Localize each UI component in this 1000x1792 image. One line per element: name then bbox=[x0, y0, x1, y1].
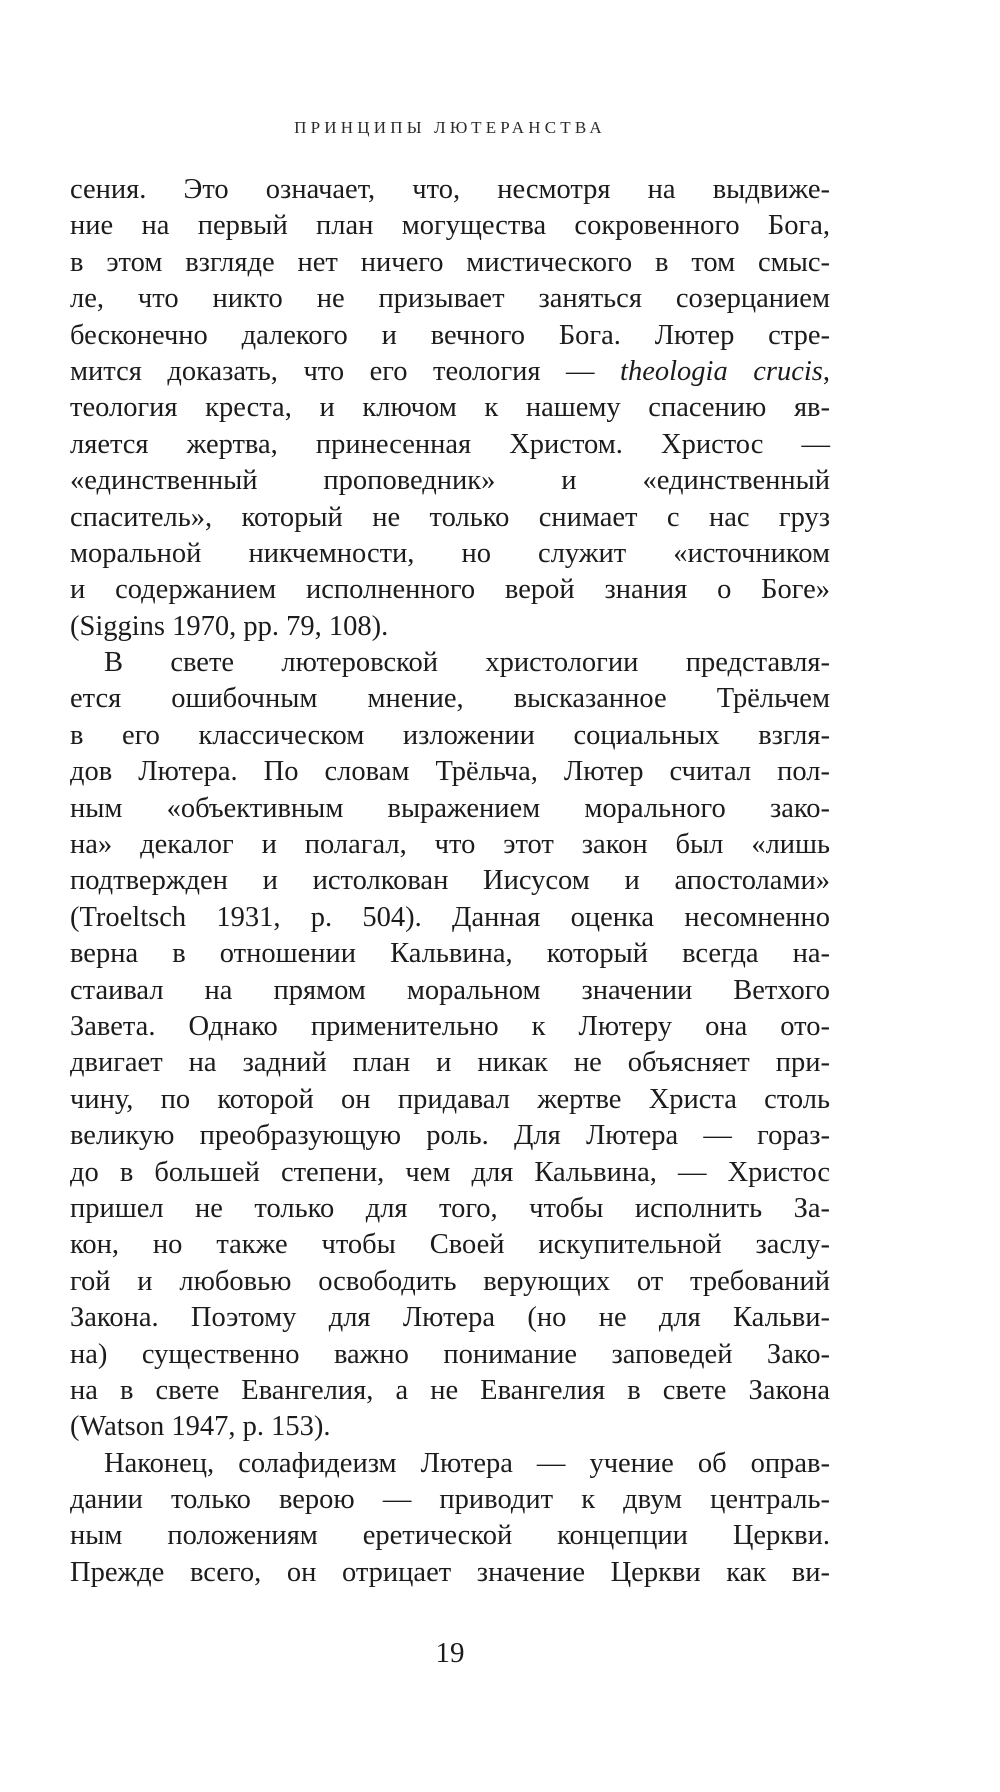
text-line: и содержанием исполненного верой знания о Боге» bbox=[70, 574, 830, 606]
text-line: великую преобразующую роль. Для Лютера — гораз- bbox=[70, 1120, 830, 1152]
text-line: ным «объективным выражением морального зако- bbox=[70, 792, 830, 824]
text-line: на) существенно важно понимание заповедей Зако- bbox=[70, 1338, 830, 1370]
text-line: двигает на задний план и никак не объясняет при- bbox=[70, 1047, 830, 1079]
line-text: , bbox=[822, 355, 830, 387]
text-line: моральной никчемности, но служит «источником bbox=[70, 537, 830, 569]
text-line bbox=[70, 354, 830, 390]
running-head: ПРИНЦИПЫ ЛЮТЕРАНСТВА bbox=[294, 118, 606, 137]
text-line: стаивал на прямом моральном значении Ветхого bbox=[70, 974, 830, 1006]
text-line: Прежде всего, он отрицает значение Церкви как ви- bbox=[70, 1556, 830, 1588]
text-line: теология креста, и ключом к нашему спасению яв- bbox=[70, 392, 830, 424]
text-line: гой и любовью освободить верующих от требований bbox=[70, 1265, 830, 1297]
text-line: верна в отношении Кальвина, который всегда на- bbox=[70, 938, 830, 970]
text-line: В свете лютеровской христологии представля- bbox=[104, 647, 830, 679]
text-line: (Troeltsch 1931, p. 504). Данная оценка несомненно bbox=[70, 901, 830, 933]
text-line: дов Лютера. По словам Трёльча, Лютер считал пол- bbox=[70, 756, 830, 788]
text-line: кон, но также чтобы Своей искупительной заслу- bbox=[70, 1229, 830, 1261]
text-line: подтвержден и истолкован Иисусом и апостолами» bbox=[70, 865, 830, 897]
text-line: пришел не только для того, чтобы исполнить За- bbox=[70, 1192, 830, 1224]
text-line: дании только верою — приводит к двум централь- bbox=[70, 1484, 830, 1516]
text-line: сения. Это означает, что, несмотря на выдвиже- bbox=[70, 174, 830, 205]
line-text: мится доказать, что его теология — bbox=[70, 355, 621, 387]
text-line: в его классическом изложении социальных взгля- bbox=[70, 719, 830, 751]
latin-term: theologia crucis bbox=[620, 355, 823, 387]
text-line: ется ошибочным мнение, высказанное Трёльчем bbox=[70, 683, 830, 715]
text-line: Наконец, солафидеизм Лютера — учение об оправ- bbox=[104, 1447, 830, 1479]
text-line: чину, по которой он придавал жертве Христа столь bbox=[70, 1083, 830, 1115]
text-line: на» декалог и полагал, что этот закон был «лишь bbox=[70, 829, 830, 861]
text-line: (Siggins 1970, pp. 79, 108). bbox=[70, 610, 389, 642]
text-line: «единственный проповедник» и «единственный bbox=[70, 465, 830, 497]
text-line: бесконечно далекого и вечного Бога. Лютер стре- bbox=[70, 319, 830, 351]
text-line: ляется жертва, принесенная Христом. Христос — bbox=[70, 428, 830, 460]
body-text bbox=[70, 172, 830, 1591]
text-line: (Watson 1947, p. 153). bbox=[70, 1411, 331, 1443]
text-line: до в большей степени, чем для Кальвина, — Христос bbox=[70, 1156, 830, 1188]
text-line: Закона. Поэтому для Лютера (но не для Кальви- bbox=[70, 1302, 830, 1334]
text-line: в этом взгляде нет ничего мистического в том смыс- bbox=[70, 246, 830, 278]
text-line: ние на первый план могущества сокровенного Бога, bbox=[70, 210, 830, 242]
text-line: спаситель», который не только снимает с нас груз bbox=[70, 501, 830, 533]
text-line: на в свете Евангелия, а не Евангелия в свете Закона bbox=[70, 1374, 830, 1406]
text-line: ле, что никто не призывает заняться созерцанием bbox=[70, 283, 830, 315]
text-line: Завета. Однако применительно к Лютеру она ото- bbox=[70, 1010, 830, 1042]
text-line: ным положениям еретической концепции Церкви. bbox=[70, 1520, 830, 1552]
page-number: 19 bbox=[435, 1637, 465, 1669]
